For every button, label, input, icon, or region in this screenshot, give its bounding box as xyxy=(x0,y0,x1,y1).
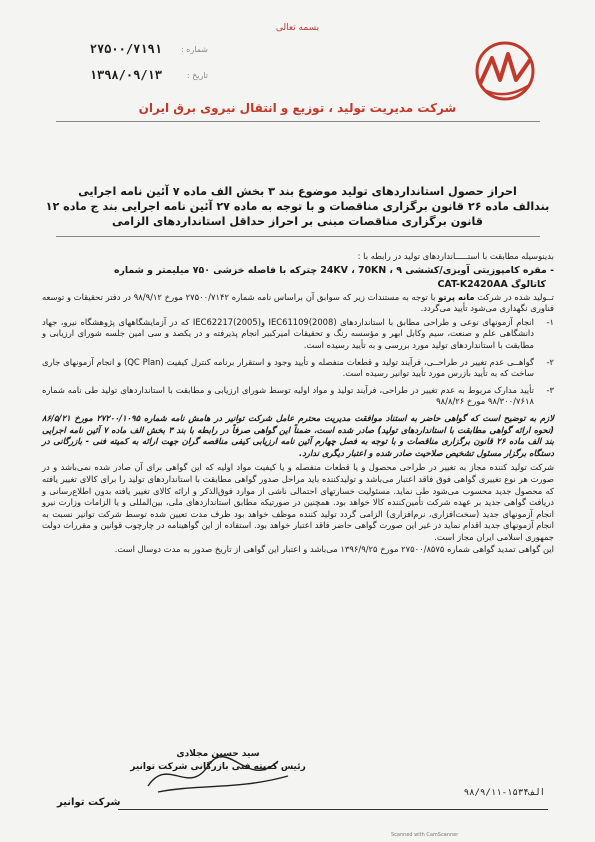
number-label: شماره : xyxy=(180,44,208,54)
item-text: گواهــی عدم تغییر در طراحــی، فرآیند تولید و قطعات منفصله و تأیید وجود و استقرار برنامه کنترل کیفیت (QC Plan) و انجام آزمونهای جاری ساخت که به تأیید بازرس مورد تأیید توانیر رسیده است. xyxy=(42,356,534,379)
intro-line: بدینوسیله مطابقت با استـــــاندارد‌های تولید در رابطه با : xyxy=(357,251,554,261)
bismillah: بسمه تعالی xyxy=(275,23,320,33)
title-line-3: قانون برگزاری مناقصات مبنی بر احراز حداقل استانداردهای الزامی xyxy=(111,215,483,228)
title-line-1: احراز حصول استانداردهای تولید موضوع بند ۳ بخش الف ماده ۷ آئین نامه اجرایی xyxy=(78,185,517,198)
item-number: ۲- xyxy=(546,356,554,367)
footer-company: شرکت توانیر xyxy=(57,797,121,808)
list-item xyxy=(42,357,554,380)
title-divider xyxy=(56,236,540,237)
document-title xyxy=(40,184,555,229)
paragraph-1 xyxy=(42,292,554,315)
title-line-2: بندالف ماده ۲۶ قانون برگزاری مناقصات و با توجه به ماده ۲۷ آئین نامه اجرایی بند ج ماده ۱۲ xyxy=(45,200,550,213)
letter-meta xyxy=(48,36,208,88)
company-name: شرکت مدیریت تولید ، توزیع و انتقال نیروی برق ایران xyxy=(138,101,457,115)
signatory-name: سید حسین مجلادی xyxy=(176,749,260,759)
product-line-1: - مقره کامپوزیتی آویزی/کششی 24KV ، 70KN ، ۹ چترکه با فاصله خزشی ۷۵۰ میلیمتر و شماره xyxy=(113,264,554,276)
paragraph-1-end: با توجه به مستندات زیر که سوابق آن براساس نامه شماره ۲۷۵۰۰/۷۱۴۲ مورخ ۹۸/۹/۱۲ در دفتر تحقیقات و توسعه فناوری نگهداری می‌شود تأیید می‌گردد. xyxy=(42,291,554,314)
list-item xyxy=(42,317,554,352)
tavanir-logo-icon xyxy=(470,40,540,102)
paragraph-3: این گواهی تمدید گواهی شماره ۲۷۵۰۰/۸۵۷۵ مورخ ۱۳۹۶/۹/۲۵ می‌باشد و اعتبار این گواهی از تاریخ صدور به مدت دوسال است. xyxy=(114,544,554,555)
item-number: ۳- xyxy=(546,384,554,395)
signature-block xyxy=(128,746,308,806)
item-text: انجام آزمونهای نوعی و طراحی مطابق با استانداردهای IEC61109(2008) وIEC62217(2005) که در آزمایشگاههای پژوهشگاه نیرو، جهاد دانشگاهی علم و صنعت، سیم وکابل ابهر و مؤسسه رنگ و تحقیقات امیرکبیر انجام پذیرفته و در یکصد و سی امین جلسه شورای ارزیابی و مطابقت با استانداردهای تولید مورد بررسی و به تأیید رسیده است. xyxy=(42,316,534,350)
item-number: ۱- xyxy=(546,316,554,327)
footer-divider xyxy=(118,809,548,810)
legal-note: لازم به توضیح است که گواهی حاضر به استناد موافقت مدیریت محترم عامل شرکت توانیر در هامش نامه شماره ۲۷۲۰۰/۱۰۹۵ مورخ ۸۶/۵/۲۱ (نحوه ارائه گواهی مطابقت با استانداردهای تولید) صادر شده است، ضمناً این گواهی صرفاً در رابطه با بند ۳ بخش الف ماده ۷ آئین نامه اجرایی بند الف ماده ۲۶ قانون برگزاری مناقصات و با توجه به فصل چهارم آئین نامه ارزیابی کیفی مناقصه گران جهت ارائه به کمیته فنی - بازرگانی در دستگاه برگزار مسئول تشخیص صلاحیت صادر شده و اعتبار دیگری ندارد. xyxy=(42,412,554,458)
paragraph-1-start: تــولید شده در شرکت xyxy=(477,291,554,302)
letter-date: ۱۳۹۸/۰۹/۱۳ xyxy=(89,68,162,82)
signatory-role: رئیس کمیته فنی بازرگانی شرکت توانیر xyxy=(130,762,306,772)
signature-scribble-icon xyxy=(128,746,308,801)
list-item xyxy=(42,385,554,408)
date-label: تاریخ : xyxy=(186,70,208,80)
footer-reference: الف۱۵۳۴-۹۸/۹/۱۱ xyxy=(463,788,545,798)
date-row xyxy=(48,62,208,88)
item-text: تأیید مدارک مربوط به عدم تغییر در طراحی، فرآیند تولید و مواد اولیه توسط شورای ارزیابی و مطابقت با استانداردهای تولید طی نامه شماره ۹۸/۳۰۰/۷۶۱۸ مورخ ۹۸/۸/۲۶ xyxy=(42,384,534,407)
product-line-2: کاتالوگ CAT-K2420AA xyxy=(437,278,546,290)
paragraph-2: شرکت تولید کننده مجاز به تغییر در طراحی محصول و یا قطعات منفصله و یا کیفیت مواد اولیه که این گواهی برای آن صادر شده نمی‌باشد و در صورت هر نوع تغییری گواهی فوق فاقد اعتبار می‌باشد و تولیدکننده باید مراحل صدور گواهی مطابقت با استانداردهای تولید را برای کالای تغییر یافته که محصول جدید محسوب می‌شود طی نماید. مسئولیت خسارتهای احتمالی ناشی از موارد فوق‌الذکر و ارائه کالای تغییر یافته بدون اطلاع‌رسانی و دریافت گواهی جدید بر عهده شرکت تأمین‌کننده کالا خواهد بود. همچنین در صورتیکه مطابق استانداردهای ملی، بین‌المللی و یا الزامات وزارت نیرو انجام آزمونهای جدید (سخت‌افزاری، نرم‌افزاری) الزامی گردد تولید کننده موظف خواهد بود ظرف مدت تعیین شده توسط شرکت توانیر نسبت به انجام آزمونهای جدید اقدام نماید در غیر این صورت گواهی حاضر فاقد اعتبار خواهد بود. استفاده از این گواهینامه در چارچوب قوانین و مقررات دولت جمهوری اسلامی ایران مجاز است. xyxy=(42,462,554,542)
manufacturer-name: مانه پرتو xyxy=(438,291,475,302)
document-body xyxy=(42,251,554,557)
number-row xyxy=(48,36,208,62)
header-divider xyxy=(56,121,540,122)
scanner-watermark: Scanned with CamScanner xyxy=(391,832,459,838)
letter-number: ۲۷۵۰۰/۷۱۹۱ xyxy=(89,42,162,56)
